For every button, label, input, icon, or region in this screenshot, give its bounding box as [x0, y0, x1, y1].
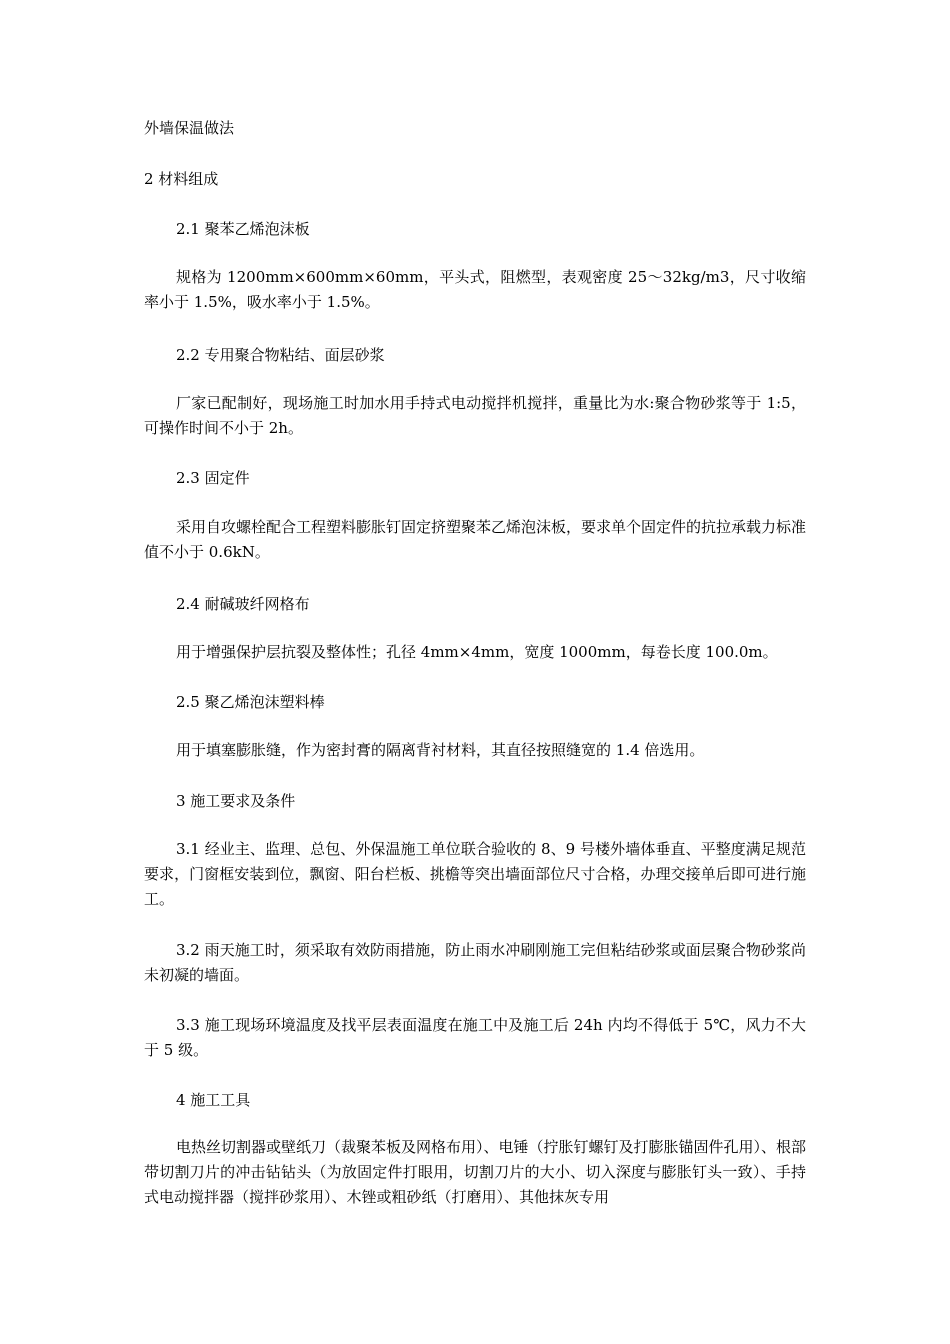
- paragraph-2-4: 用于增强保护层抗裂及整体性；孔径 4mm×4mm，宽度 1000mm，每卷长度 100.0m。: [176, 643, 778, 661]
- subsection-heading-2-1: 2.1 聚苯乙烯泡沫板: [176, 220, 310, 238]
- document-title: 外墙保温做法: [144, 119, 235, 137]
- section-heading-3: 3 施工要求及条件: [176, 792, 296, 810]
- subsection-heading-2-2: 2.2 专用聚合物粘结、面层砂浆: [176, 346, 385, 364]
- section-heading-2: 2 材料组成: [144, 170, 219, 188]
- section-heading-4: 4 施工工具: [176, 1091, 251, 1109]
- paragraph-3-3: 3.3 施工现场环境温度及找平层表面温度在施工中及施工后 24h 内均不得低于 5℃，风力不大于 5 级。: [144, 1016, 806, 1059]
- subsection-heading-2-4: 2.4 耐碱玻纤网格布: [176, 595, 310, 613]
- paragraph-2-5: 用于填塞膨胀缝，作为密封膏的隔离背衬材料，其直径按照缝宽的 1.4 倍选用。: [176, 741, 705, 759]
- paragraph-4: 电热丝切割器或壁纸刀（裁聚苯板及网格布用）、电锤（拧胀钉螺钉及打膨胀锚固件孔用）、根部带切割刀片的冲击钻钻头（为放固定件打眼用，切割刀片的大小、切入深度与膨胀钉头一致）、手持式电动搅拌器（搅拌砂浆用）、木锉或粗砂纸（打磨用）、其他抹灰专用: [144, 1138, 807, 1206]
- paragraph-3-1: 3.1 经业主、监理、总包、外保温施工单位联合验收的 8、9 号楼外墙体垂直、平整度满足规范要求，门窗框安装到位，飘窗、阳台栏板、挑檐等突出墙面部位尺寸合格，办理交接单后即可进行施工。: [144, 840, 806, 908]
- paragraph-3-2: 3.2 雨天施工时，须采取有效防雨措施，防止雨水冲刷刚施工完但粘结砂浆或面层聚合物砂浆尚未初凝的墙面。: [144, 941, 806, 984]
- subsection-heading-2-3: 2.3 固定件: [176, 469, 250, 487]
- paragraph-2-2: 厂家已配制好，现场施工时加水用手持式电动搅拌机搅拌，重量比为水:聚合物砂浆等于 1:5，可操作时间不小于 2h。: [144, 394, 806, 437]
- paragraph-2-1: 规格为 1200mm×600mm×60mm，平头式，阻燃型，表观密度 25～32kg/m3，尺寸收缩率小于 1.5%，吸水率小于 1.5%。: [144, 268, 806, 311]
- paragraph-2-3: 采用自攻螺栓配合工程塑料膨胀钉固定挤塑聚苯乙烯泡沫板，要求单个固定件的抗拉承载力标准值不小于 0.6kN。: [144, 518, 807, 561]
- subsection-heading-2-5: 2.5 聚乙烯泡沫塑料棒: [176, 693, 325, 711]
